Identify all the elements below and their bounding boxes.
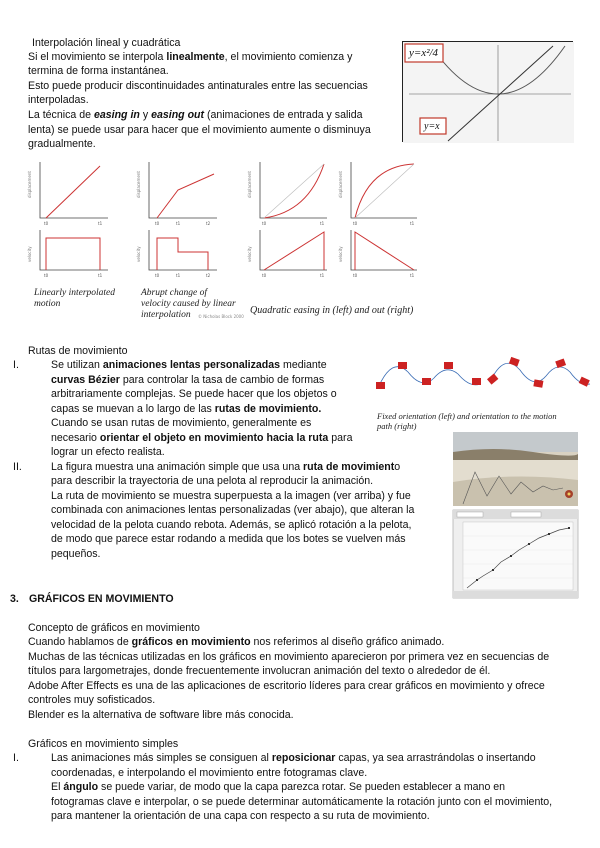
section-heading-interpolation: Interpolación lineal y cuadrática <box>32 37 181 49</box>
list-marker: I. <box>13 359 19 371</box>
tick-t2: t2 <box>206 273 211 278</box>
tick-t1: t1 <box>176 221 181 226</box>
paragraph-line: para mantener la orientación de una capa con respecto a su ruta de movimiento. <box>51 810 430 822</box>
section-title-motion-graphics: GRÁFICOS EN MOVIMIENTO <box>29 593 174 605</box>
curve-label-linear: y=x <box>424 121 440 132</box>
curve-label-quadratic: y=x²/4 <box>409 47 439 59</box>
list-marker: II. <box>13 461 22 473</box>
copyright-note: © Nicholas Block 2000 <box>198 314 244 319</box>
paragraph-line: interpoladas. <box>28 94 89 106</box>
paragraph-line: pequeños. <box>51 548 101 560</box>
section-number: 3. <box>10 593 19 605</box>
beach-photo <box>453 432 578 506</box>
caption-abrupt-c: interpolation <box>141 310 191 320</box>
subheading-concept: Concepto de gráficos en movimiento <box>28 622 200 634</box>
tick-t0: t0 <box>262 221 267 226</box>
tick-t1: t1 <box>98 221 103 226</box>
paragraph-line: lograr un efecto realista. <box>51 446 165 458</box>
caption-linear-a: Linearly interpolated <box>34 288 116 298</box>
paragraph-line: Se utilizan animaciones lentas personalizadas mediante <box>51 359 327 371</box>
paragraph-line: La figura muestra una animación simple que usa una ruta de movimiento <box>51 461 401 473</box>
caption-abrupt-a: Abrupt change of <box>141 288 207 298</box>
paragraph-line: necesario orientar el objeto en movimiento hacia la ruta para <box>51 432 353 444</box>
axis-label-displacement: displacement <box>27 171 32 198</box>
paragraph-line: fotogramas clave e interpolar, o se puede determinar automáticamente la rotación junto con el movimiento, <box>51 796 553 808</box>
paragraph-line: La ruta de movimiento se muestra superpuesta a la imagen (ver arriba) y fue <box>51 490 411 502</box>
tick-t1: t1 <box>320 273 325 278</box>
tick-t0: t0 <box>353 273 358 278</box>
paragraph-line: para describir la trayectoria de una pelota al reproducir la animación. <box>51 475 374 487</box>
tick-t0: t0 <box>44 273 49 278</box>
paragraph-line: controles muy sofisticados. <box>28 694 156 706</box>
caption-abrupt-b: velocity caused by linear <box>141 299 236 309</box>
tick-t1: t1 <box>176 273 181 278</box>
paragraph-line: Blender es la alternativa de software libre más conocida. <box>28 709 294 721</box>
paragraph-line: coordenadas, e interpolando el movimiento entre fotogramas clave. <box>51 767 368 779</box>
subheading-simple: Gráficos en movimiento simples <box>28 738 179 750</box>
axis-label-displacement: displacement <box>136 171 141 198</box>
tick-t0: t0 <box>262 273 267 278</box>
axis-label-velocity: velocity <box>338 246 343 262</box>
caption-linear-b: motion <box>34 299 61 309</box>
paragraph-line: lenta) se puede usar para hacer que el movimiento aumente o disminuya <box>28 124 371 136</box>
paragraph-line: Cuando se usan rutas de movimiento, generalmente es <box>51 417 312 429</box>
paragraph-line: velocidad de la pelota cuando rebota. Además, se aplicó rotación a la pelota, <box>51 519 412 531</box>
path-caption-2: path (right) <box>377 421 417 431</box>
paragraph-line: Cuando hablamos de gráficos en movimiento nos referimos al diseño gráfico animado. <box>28 636 445 648</box>
axis-label-displacement: displacement <box>247 171 252 198</box>
axis-label-displacement: displacement <box>338 171 343 198</box>
paragraph-line: de modo que parece estar rodando a medida que los botes se vuelven más <box>51 533 406 545</box>
section-heading-paths: Rutas de movimiento <box>28 345 128 357</box>
paragraph-line: El ángulo se puede variar, de modo que la capa parezca rotar. Se pueden establecer a mano en <box>51 781 506 793</box>
tick-t0: t0 <box>155 273 160 278</box>
tick-t1: t1 <box>320 221 325 226</box>
tick-t2: t2 <box>206 221 211 226</box>
caption-quadratic: Quadratic easing in (left) and out (right) <box>250 305 414 316</box>
paragraph-line: títulos para largometrajes, donde frecuentemente involucran animación del texto o alrededor de él. <box>28 665 491 677</box>
axis-label-velocity: velocity <box>27 246 32 262</box>
curve-comparison-figure <box>402 41 573 142</box>
motion-path-figure <box>372 348 594 408</box>
axis-label-velocity: velocity <box>247 246 252 262</box>
tick-t0: t0 <box>353 221 358 226</box>
graph-editor-screenshot <box>453 510 578 598</box>
paragraph-line: Esto puede producir discontinuidades antinaturales entre las secuencias <box>28 80 368 92</box>
paragraph-line: curvas Bézier para controlar la tasa de cambio de formas <box>51 374 325 386</box>
paragraph-line: Muchas de las técnicas utilizadas en los gráficos en movimiento aparecieron por primera vez en secuencias de <box>28 651 550 663</box>
paragraph-line: La técnica de easing in y easing out (animaciones de entrada y salida <box>28 109 363 121</box>
axis-label-velocity: velocity <box>136 246 141 262</box>
path-caption-1: Fixed orientation (left) and orientation to the motion <box>377 411 557 421</box>
paragraph-line: combinada con animaciones lentas personalizadas (ver abajo), que alteran la <box>51 504 415 516</box>
paragraph-line: Si el movimiento se interpola linealmente, el movimiento comienza y <box>28 51 353 63</box>
tick-t1: t1 <box>410 221 415 226</box>
paragraph-line: termina de forma instantánea. <box>28 65 169 77</box>
list-marker: I. <box>13 752 19 764</box>
paragraph-line: gradualmente. <box>28 138 96 150</box>
paragraph-line: Las animaciones más simples se consiguen al reposicionar capas, ya sea arrastrándolas o insertando <box>51 752 536 764</box>
tick-t0: t0 <box>44 221 49 226</box>
tick-t1: t1 <box>98 273 103 278</box>
paragraph-line: Adobe After Effects es una de las aplicaciones de escritorio líderes para crear gráficos en movimiento y ofrece <box>28 680 545 692</box>
paragraph-line: arbitrariamente complejas. Se puede hacer que los objetos o <box>51 388 337 400</box>
tick-t0: t0 <box>155 221 160 226</box>
tick-t1: t1 <box>410 273 415 278</box>
paragraph-line: capas se muevan a lo largo de las rutas de movimiento. <box>51 403 322 415</box>
